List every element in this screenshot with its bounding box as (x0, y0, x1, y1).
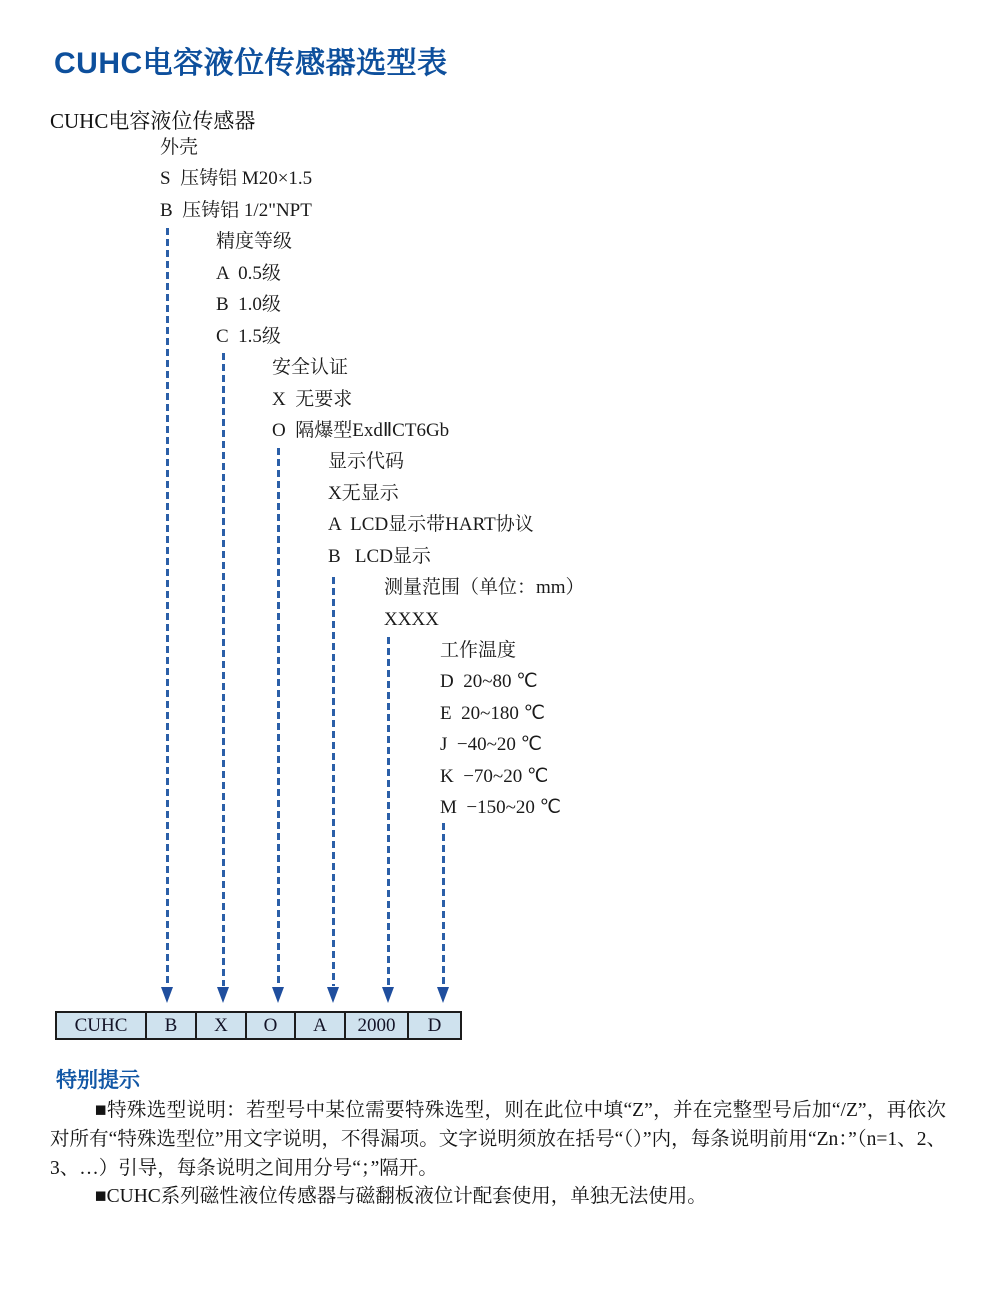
model-code-cell-housing: B (147, 1013, 197, 1038)
product-family-label: CUHC电容液位传感器 (50, 109, 256, 133)
tree-option: C 1.5级 (216, 325, 281, 347)
tree-option: X无显示 (328, 482, 399, 504)
tree-group-range-label: 测量范围（单位：mm） (384, 577, 585, 599)
tree-option: E 20~180 ℃ (440, 702, 545, 724)
model-code-cell-certification: O (247, 1013, 296, 1038)
connector-line-temperature (442, 823, 445, 986)
arrow-down-icon (161, 987, 173, 1003)
note-paragraph-usage: ■CUHC系列磁性液位传感器与磁翻板液位计配套使用，单独无法使用。 (94, 1186, 707, 1208)
tree-option: B 1.0级 (216, 294, 281, 316)
tree-group-housing-label: 外壳 (160, 137, 199, 158)
tree-option: S 压铸铝 M20×1.5 (160, 168, 313, 190)
selection-tree (50, 132, 750, 824)
model-code-table (55, 1011, 462, 1040)
arrow-down-icon (437, 987, 449, 1003)
tree-option: X 无要求 (272, 388, 353, 410)
connector-line-range (387, 637, 390, 986)
notes-section (50, 1097, 946, 1212)
arrow-down-icon (327, 987, 339, 1003)
connector-line-accuracy (222, 353, 225, 986)
connector-line-display (332, 577, 335, 986)
connector-line-certification (277, 448, 280, 986)
tree-option: D 20~80 ℃ (440, 671, 538, 693)
connector-line-housing (166, 228, 169, 986)
arrow-down-icon (382, 987, 394, 1003)
tree-option: A 0.5级 (216, 262, 281, 284)
tree-option: B 压铸铝 1/2"NPT (160, 199, 312, 221)
tree-option: K −70~20 ℃ (440, 765, 549, 787)
tree-group-temperature-label: 工作温度 (440, 640, 517, 661)
note-paragraph-special-order: ■特殊选型说明：若型号中某位需要特殊选型，则在此位中填“Z”，并在完整型号后加“/Z”，再依次对所有“特殊选型位”用文字说明，不得漏项。文字说明须放在括号“（）”内，每条说明前用“Zn：”（n=1、2、3、…）引导，每条说明之间用分号“；”隔开。 (50, 1100, 946, 1179)
tree-option: B LCD显示 (328, 545, 431, 567)
tree-option: A LCD显示带HART协议 (328, 514, 534, 536)
model-code-cell-range: 2000 (346, 1013, 409, 1038)
model-code-cell-display: A (296, 1013, 346, 1038)
model-code-cell-series: CUHC (57, 1013, 147, 1038)
tree-option: J −40~20 ℃ (440, 734, 542, 756)
tree-option: M −150~20 ℃ (440, 797, 561, 819)
arrow-down-icon (272, 987, 284, 1003)
tree-option: O 隔爆型ExdⅡCT6Gb (272, 419, 450, 441)
tree-option: XXXX (384, 608, 439, 630)
tree-group-accuracy-label: 精度等级 (216, 231, 293, 253)
model-code-cell-temperature: D (409, 1013, 460, 1038)
page-title: CUHC电容液位传感器选型表 (54, 47, 448, 80)
tree-group-display-label: 显示代码 (328, 451, 405, 473)
notes-heading: 特别提示 (56, 1069, 140, 1092)
model-code-cell-accuracy: X (197, 1013, 247, 1038)
arrow-down-icon (217, 987, 229, 1003)
tree-group-certification-label: 安全认证 (272, 357, 349, 379)
